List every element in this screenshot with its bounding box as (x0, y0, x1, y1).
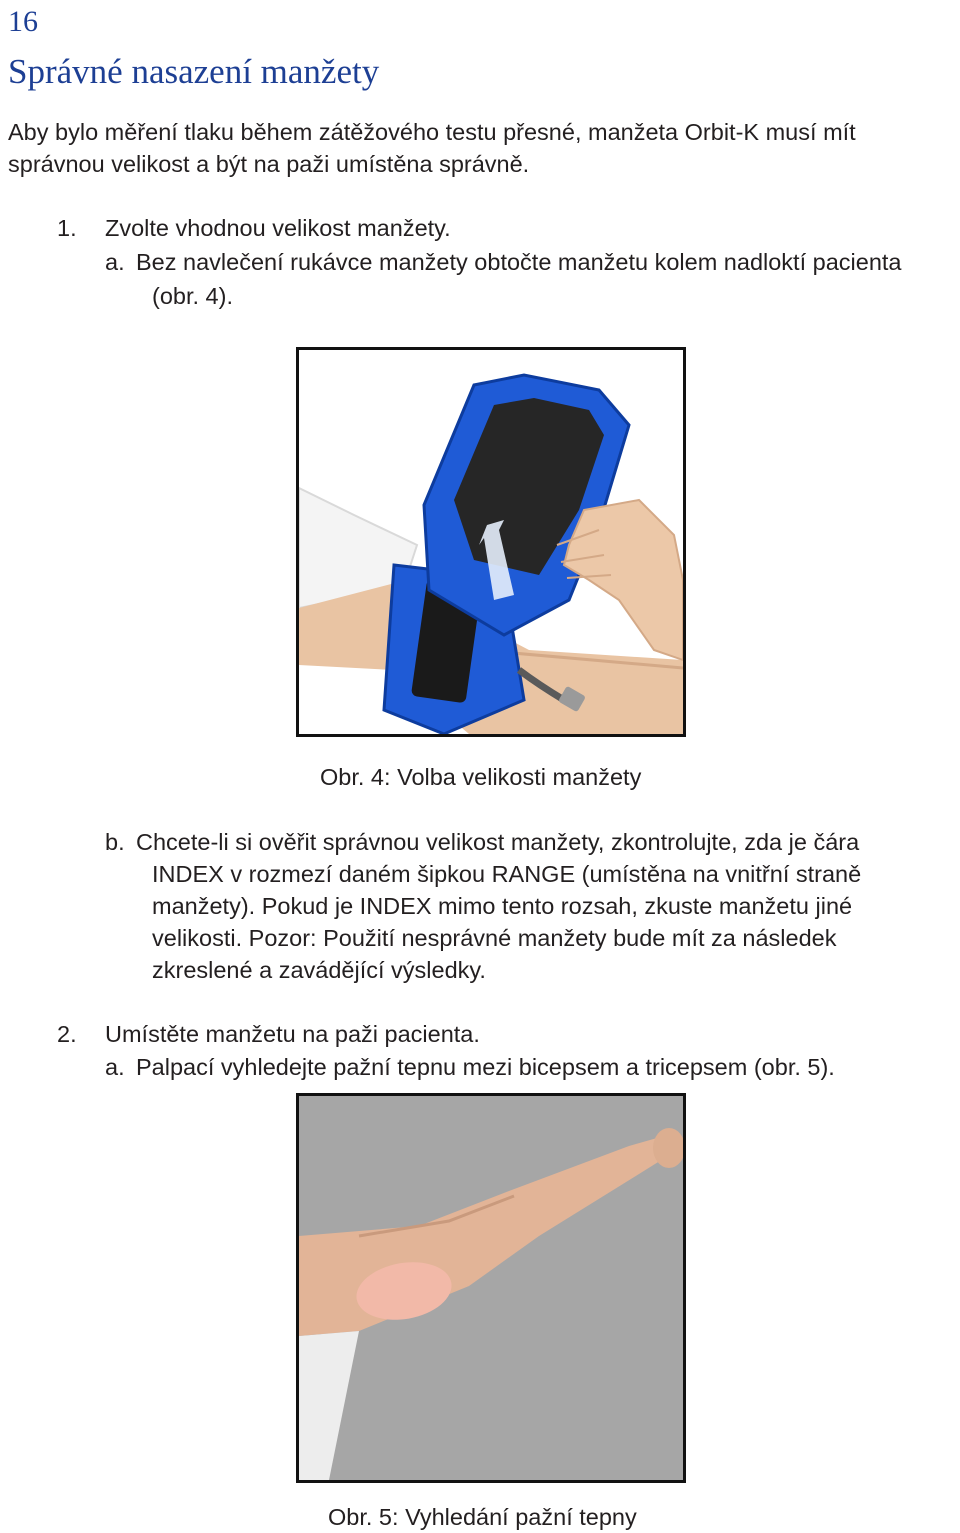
step1b-line-4: velikosti. Pozor: Použití nesprávné manžety bude mít za následek (152, 925, 837, 951)
figure-5-photo (296, 1093, 686, 1483)
intro-line-2: správnou velikost a být na paži umístěna správně. (8, 151, 530, 177)
step2-text: Umístěte manžetu na paži pacienta. (105, 1021, 480, 1047)
intro-line-1: Aby bylo měření tlaku během zátěžového testu přesné, manžeta Orbit-K musí mít (8, 119, 856, 145)
step1a-line-2: (obr. 4). (152, 283, 233, 309)
arm-artery-illustration (299, 1096, 683, 1480)
step2-number: 2. (57, 1021, 77, 1047)
step1b-marker: b. (105, 829, 125, 855)
step2a-text: Palpací vyhledejte pažní tepnu mezi bicepsem a tricepsem (obr. 5). (136, 1054, 835, 1080)
cuff-on-arm-illustration (299, 350, 683, 734)
step1a-line-1: Bez navlečení rukávce manžety obtočte manžetu kolem nadloktí pacienta (136, 249, 902, 275)
page-title: Správné nasazení manžety (8, 52, 380, 91)
step1a-marker: a. (105, 249, 125, 275)
page-number: 16 (8, 5, 38, 38)
step1-text: Zvolte vhodnou velikost manžety. (105, 215, 451, 241)
step2a-marker: a. (105, 1054, 125, 1080)
step1b-line-5: zkreslené a zavádějící výsledky. (152, 957, 486, 983)
step1b-line-2: INDEX v rozmezí daném šipkou RANGE (umístěna na vnitřní straně (152, 861, 862, 887)
figure-5-caption: Obr. 5: Vyhledání pažní tepny (328, 1504, 637, 1530)
figure-4-caption: Obr. 4: Volba velikosti manžety (320, 764, 642, 790)
step1b-line-3: manžety). Pokud je INDEX mimo tento rozsah, zkuste manžetu jiné (152, 893, 853, 919)
step1b-line-1: Chcete-li si ověřit správnou velikost manžety, zkontrolujte, zda je čára (136, 829, 860, 855)
figure-4-photo (296, 347, 686, 737)
step1-number: 1. (57, 215, 77, 241)
